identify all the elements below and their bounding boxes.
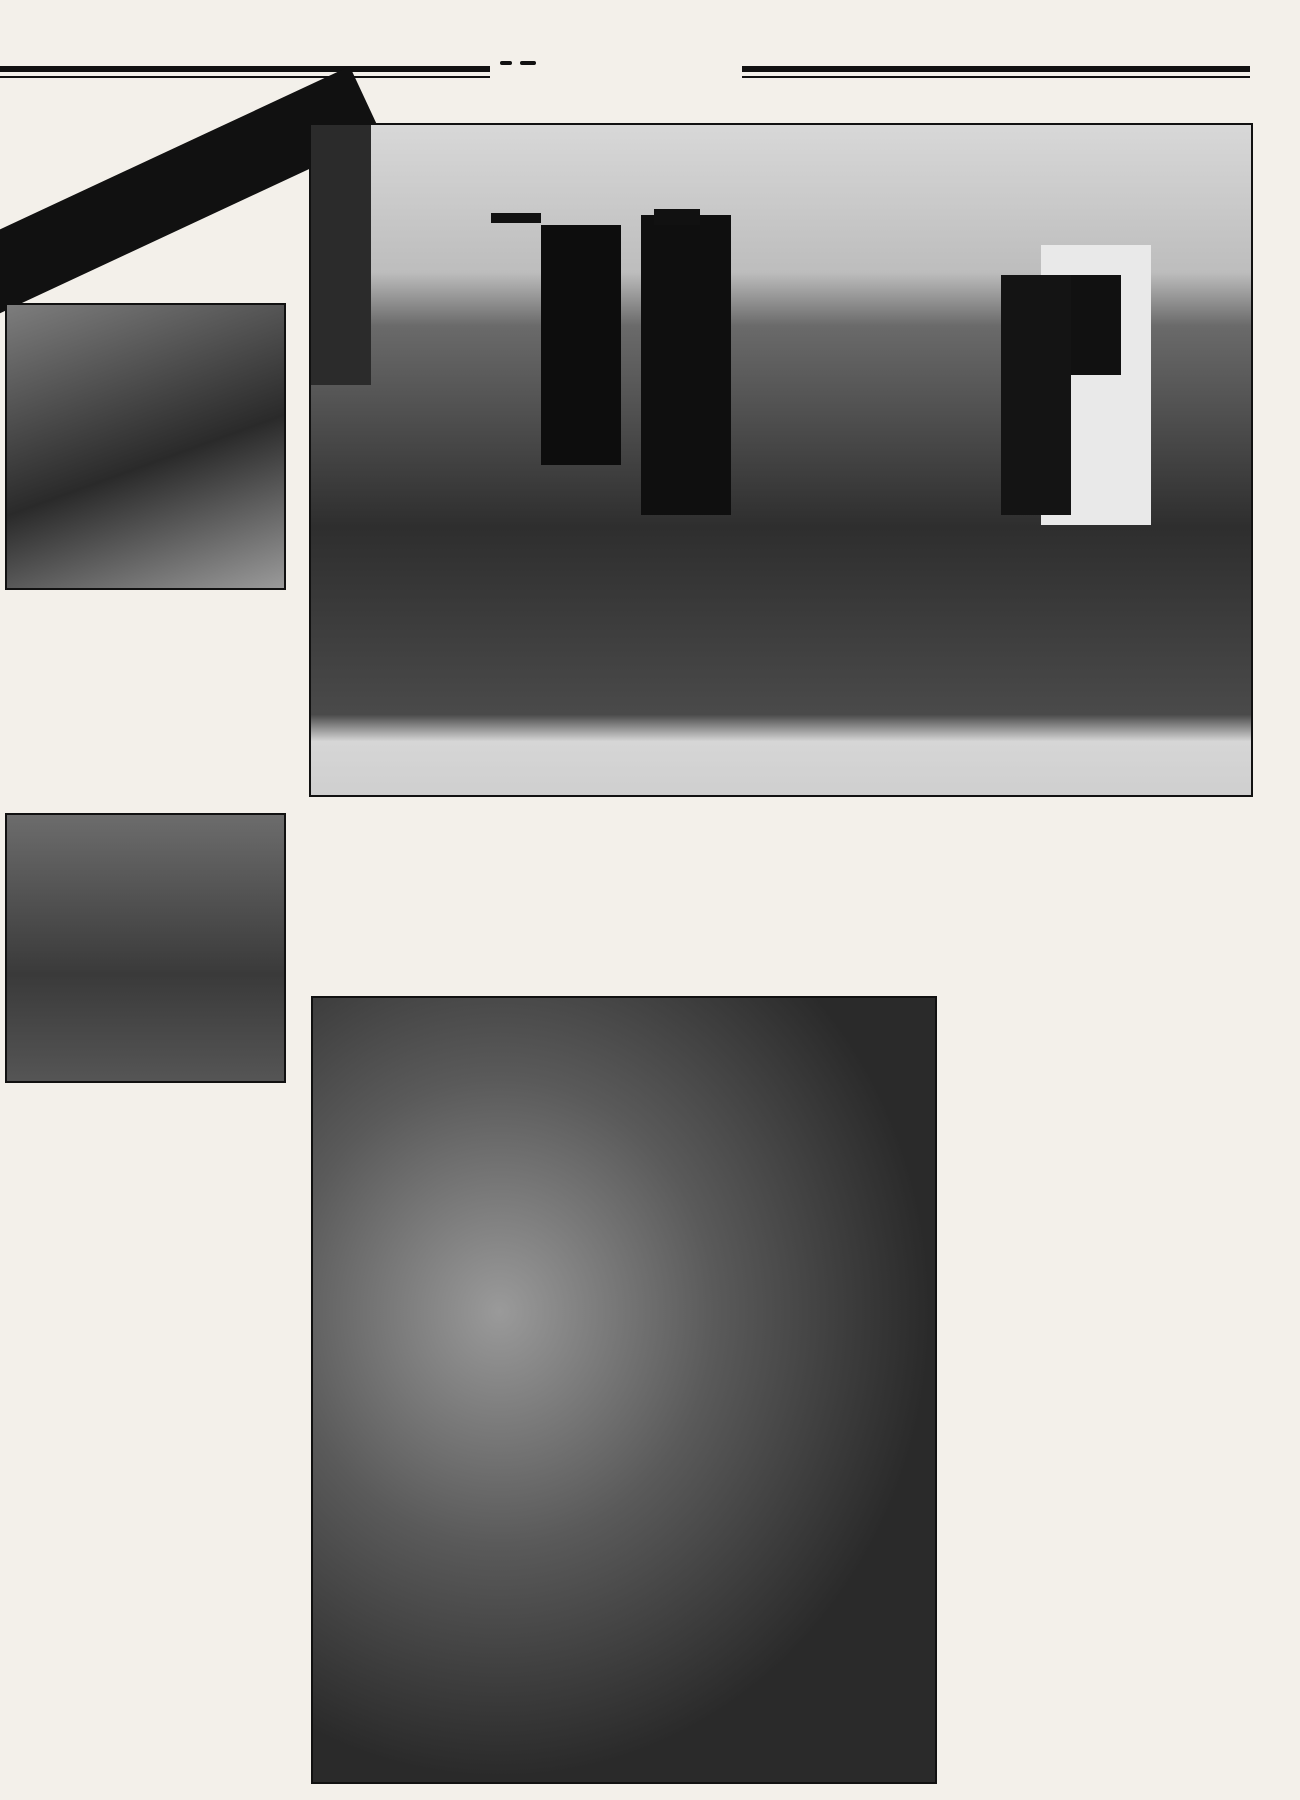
header-rule-right [742, 66, 1250, 72]
waldbraut-figures [311, 125, 1251, 795]
logo-bf [500, 61, 512, 65]
caption-kinderfasching [5, 598, 287, 792]
header-rule-left-thin [0, 76, 490, 78]
caption-waldbraut [311, 812, 933, 972]
magazine-logo [500, 52, 536, 92]
photo-kinderfasching [5, 303, 286, 590]
caption-ausgelassen [5, 1092, 287, 1272]
header-rule-left [0, 66, 490, 72]
header-rule-right-thin [742, 76, 1250, 78]
photo-mitmachen [311, 996, 937, 1784]
logo-magazin [520, 61, 536, 65]
photo-ausgelassen [5, 813, 286, 1083]
photo-waldbraut [309, 123, 1253, 797]
